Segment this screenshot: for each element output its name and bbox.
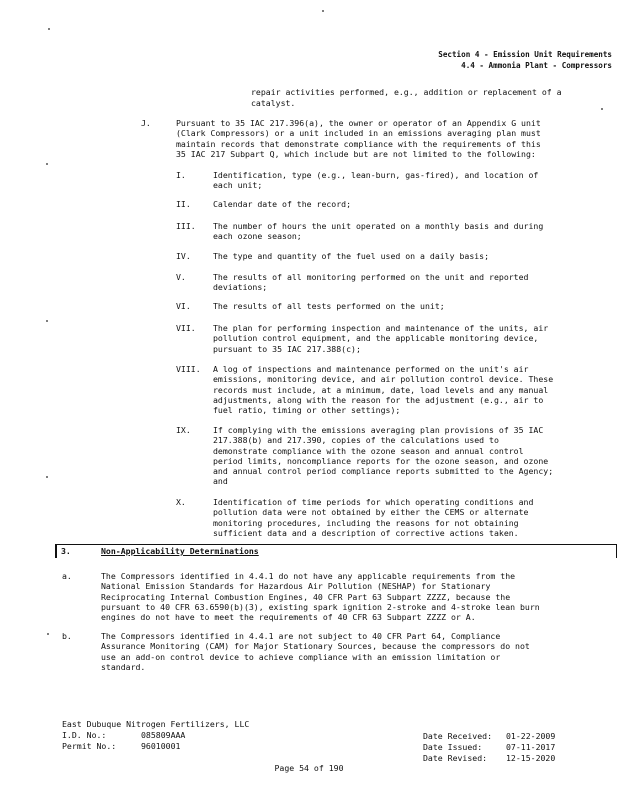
paragraph (101, 571, 613, 622)
item-line: sufficient data and a description of corrective actions taken. (213, 527, 519, 538)
paragraph-line: use an add-on control device to achieve compliance with an emission limitation or (101, 651, 501, 662)
item-number: X. (176, 497, 186, 507)
list-item (213, 272, 613, 293)
para-j-line: (Clark Compressors) or a unit included in an emissions averaging plan must (176, 128, 541, 139)
page-number: Page 54 of 190 (274, 763, 344, 773)
date-issued: 07-11-2017 (506, 742, 556, 752)
item-line: and (213, 476, 228, 487)
item-line: Calendar date of the record; (213, 199, 352, 209)
item-number: V. (176, 272, 186, 282)
item-line: Identification of time periods for which operating conditions and (213, 497, 534, 507)
item-line: The type and quantity of the fuel used on a daily basis; (213, 251, 490, 261)
item-line: monitoring procedures, including the reasons for not obtaining (213, 517, 519, 528)
paragraph (101, 631, 613, 672)
list-item (213, 323, 613, 354)
scan-speck (46, 476, 48, 478)
scan-speck (322, 10, 324, 12)
para-j-text (176, 118, 611, 159)
paragraph-line: Assurance Monitoring (CAM) for Major Stationary Sources, because the compressors do not (101, 641, 530, 652)
paragraph-line: The Compressors identified in 4.4.1 are not subject to 40 CFR Part 64, Compliance (101, 631, 501, 641)
date-received: 01-22-2009 (506, 731, 556, 741)
paragraph-line: pursuant to 40 CFR 63.6590(b)(3), existing spark ignition 2-stroke and 4-stroke lean burn (101, 601, 540, 612)
scan-speck (48, 28, 50, 30)
item-line: The results of all monitoring performed on the unit and reported (213, 272, 529, 282)
section-number: 3. (61, 546, 71, 556)
item-line: pollution data were not obtained by either the CEMS or alternate (213, 507, 529, 518)
section-title: Non-Applicability Determinations (101, 546, 259, 556)
permit-label: Permit No.: (62, 741, 117, 751)
paragraph-line: National Emission Standards for Hazardous Air Pollution (NESHAP) for Stationary (101, 581, 491, 592)
paragraph-line: Reciprocating Internal Combustion Engines, 40 CFR Part 63 Subpart ZZZZ, because the (101, 591, 511, 602)
item-line: pursuant to 35 IAC 217.388(c); (213, 343, 361, 354)
paragraph-line: engines do not have to meet the requirements of 40 CFR 63 Subpart ZZZZ or A. (101, 612, 476, 623)
item-line: adjustments, along with the reason for the adjustment (e.g., air to (213, 394, 544, 405)
id-label: I.D. No.: (62, 730, 107, 740)
list-item (213, 221, 613, 242)
item-number: VIII. (176, 364, 201, 374)
list-item (213, 364, 613, 415)
permit-value: 96010001 (141, 741, 181, 751)
section-header-line1: Section 4 - Emission Unit Requirements (438, 50, 612, 59)
item-line: 217.388(b) and 217.390, copies of the calculations used to (213, 435, 499, 446)
list-item (213, 199, 613, 209)
item-line: and annual control period compliance reports submitted to the Agency; (213, 466, 554, 477)
paragraph-line: The Compressors identified in 4.4.1 do not have any applicable requirements from the (101, 571, 516, 581)
list-item (213, 251, 613, 261)
list-item (213, 425, 613, 487)
item-line: records must include, at a minimum, date, load levels and any manual (213, 384, 549, 395)
para-j-line: Pursuant to 35 IAC 217.396(a), the owner or operator of an Appendix G unit (176, 118, 541, 128)
para-j-line: maintain records that demonstrate compliance with the requirements of this (176, 138, 541, 149)
continuation-line1: repair activities performed, e.g., addition or replacement of a (251, 87, 562, 97)
item-line: The results of all tests performed on the unit; (213, 301, 445, 311)
item-line: period limits, noncompliance reports for the ozone season, and ozone (213, 455, 549, 466)
item-line: A log of inspections and maintenance performed on the unit's air (213, 364, 529, 374)
item-line: emissions, monitoring device, and air pollution control device. These (213, 374, 554, 385)
item-line: each ozone season; (213, 231, 302, 242)
item-line: Identification, type (e.g., lean-burn, gas-fired), and location of (213, 170, 539, 180)
item-line: If complying with the emissions averaging plan provisions of 35 IAC (213, 425, 544, 435)
section-header-line2: 4.4 - Ammonia Plant - Compressors (461, 61, 612, 70)
item-line: The number of hours the unit operated on a monthly basis and during (213, 221, 544, 231)
list-item (213, 497, 613, 538)
date-issued-label: Date Issued: (423, 742, 483, 752)
date-revised-label: Date Revised: (423, 753, 488, 763)
id-value: 085809AAA (141, 730, 186, 740)
date-revised: 12-15-2020 (506, 753, 556, 763)
para-letter: a. (62, 571, 72, 581)
item-line: each unit; (213, 180, 263, 191)
item-number: I. (176, 170, 186, 180)
para-j-line: 35 IAC 217 Subpart Q, which include but are not limited to the following: (176, 148, 536, 159)
list-item (213, 170, 613, 191)
item-line: demonstrate compliance with the ozone season and annual control (213, 445, 524, 456)
paragraph-line: standard. (101, 661, 146, 672)
item-number: VI. (176, 301, 191, 311)
scan-speck (47, 633, 49, 635)
scan-speck (46, 320, 48, 322)
item-number: III. (176, 221, 196, 231)
item-line: pollution control equipment, and the applicable monitoring device, (213, 333, 539, 344)
scan-speck (46, 163, 48, 165)
item-line: deviations; (213, 282, 268, 293)
item-line: The plan for performing inspection and maintenance of the units, air (213, 323, 549, 333)
date-received-label: Date Received: (423, 731, 493, 741)
item-number: VII. (176, 323, 196, 333)
company-name: East Dubuque Nitrogen Fertilizers, LLC (62, 719, 250, 729)
item-number: IV. (176, 251, 191, 261)
para-j-letter: J. (141, 118, 151, 128)
item-number: IX. (176, 425, 191, 435)
para-letter: b. (62, 631, 72, 641)
list-item (213, 301, 613, 311)
item-number: II. (176, 199, 191, 209)
continuation-line2: catalyst. (251, 98, 296, 108)
item-line: fuel ratio, timing or other settings); (213, 405, 401, 416)
scan-speck (601, 108, 603, 110)
